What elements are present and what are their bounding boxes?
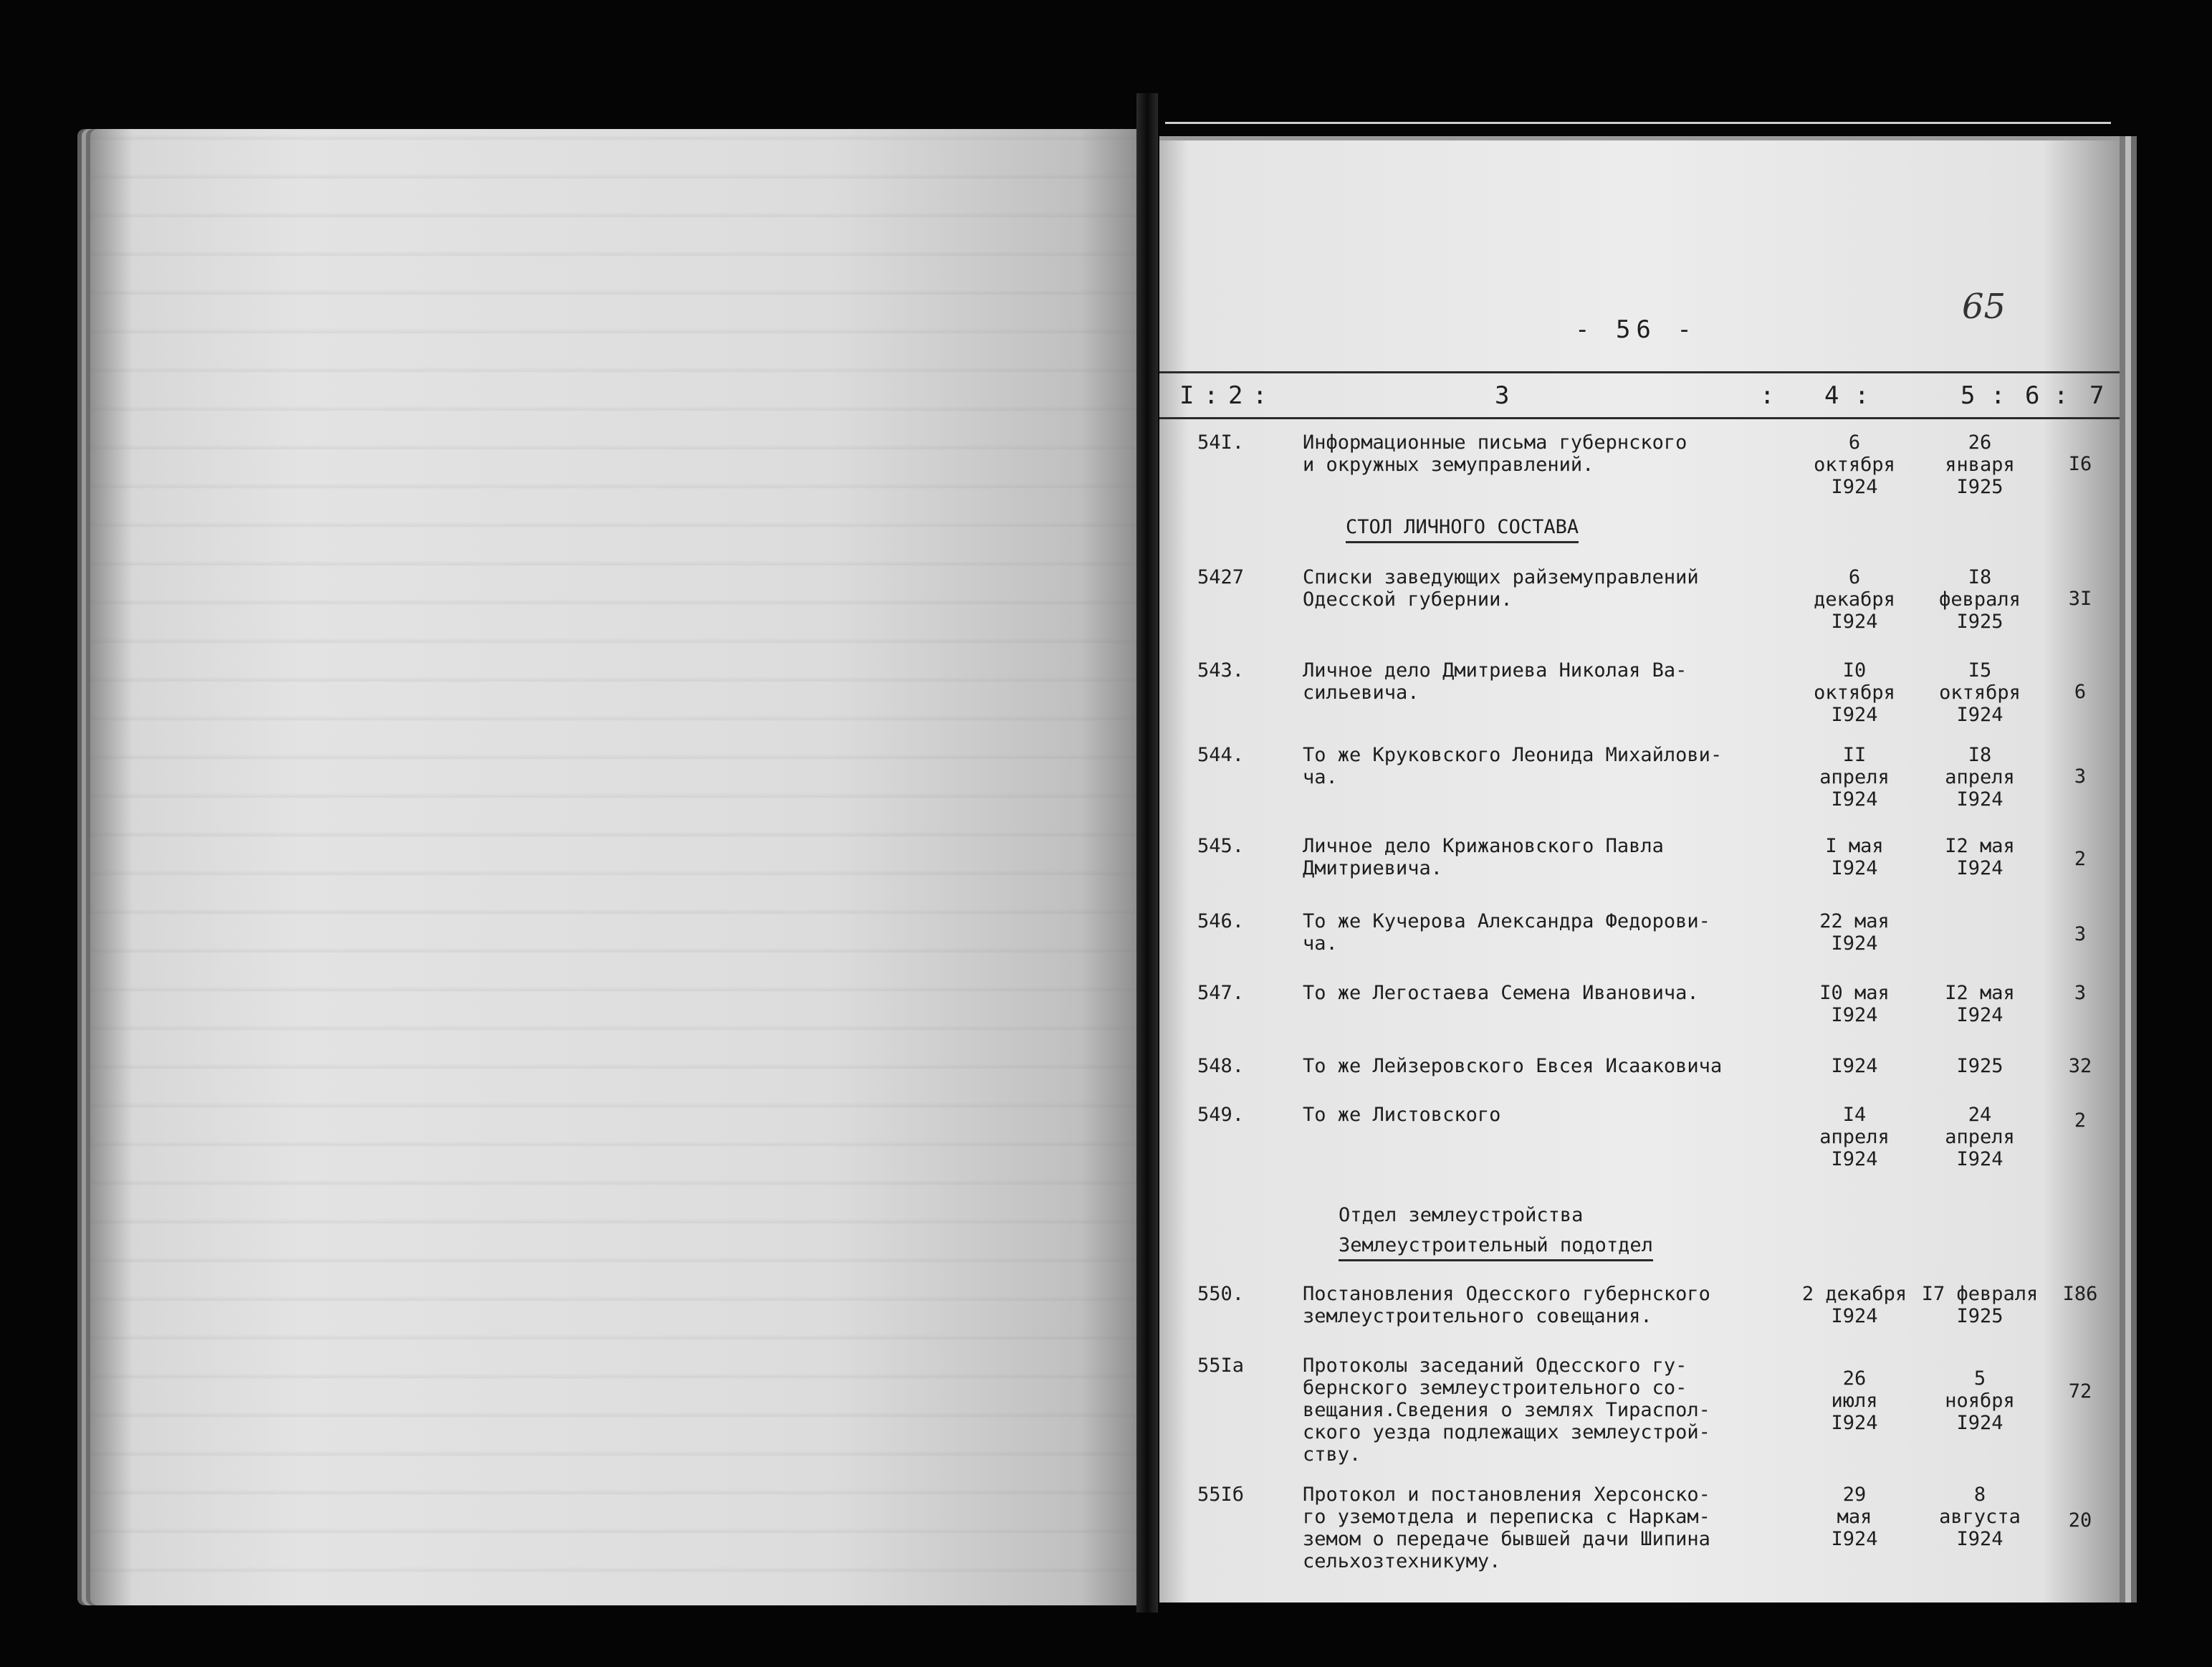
case-number: 55Iб <box>1197 1484 1244 1506</box>
column-4: 4 <box>1824 381 1839 410</box>
case-description: То же Лейзеровского Евсея Исааковича <box>1303 1055 1723 1077</box>
sheet-count: 3 <box>2074 982 2087 1004</box>
end-date: I5 октября I924 <box>1939 659 2021 726</box>
case-number: 548. <box>1197 1055 1244 1077</box>
case-number: 549. <box>1197 1104 1244 1126</box>
case-number: 5427 <box>1197 566 1244 588</box>
sheet-count: 2 <box>2074 1109 2087 1132</box>
case-description: То же Легостаева Семена Ивановича. <box>1303 982 1699 1004</box>
start-date: 6 октября I924 <box>1814 431 1895 498</box>
section-heading: СТОЛ ЛИЧНОГО СОСТАВА <box>1346 516 1579 543</box>
right-page-content <box>1159 136 2120 1598</box>
case-description: То же Круковского Леонида Михайлови- ча. <box>1303 744 1723 788</box>
sheet-count: 20 <box>2068 1509 2092 1532</box>
case-description: Протоколы заседаний Одесского гу- бернского землеустроительного со- вещания.Сведения о землях Тираспол- ского уезда подлежащих землеустрой- ству. <box>1303 1355 1710 1466</box>
sheet-count: I86 <box>2062 1283 2098 1305</box>
section-heading: Отдел землеустройства <box>1339 1204 1584 1226</box>
header-rule-top <box>1159 371 2120 373</box>
case-description: Информационные письма губернского и окружных земуправлений. <box>1303 431 1687 476</box>
column-2: 2 <box>1228 381 1243 410</box>
sheet-count: 2 <box>2074 848 2087 870</box>
case-number: 546. <box>1197 910 1244 932</box>
start-date: I мая I924 <box>1825 835 1884 879</box>
sheet-count: I6 <box>2068 453 2092 475</box>
end-date: 24 апреля I924 <box>1945 1104 2015 1170</box>
case-number: 54I. <box>1197 431 1244 454</box>
start-date: I0 октября I924 <box>1814 659 1895 726</box>
case-number: 55Iа <box>1197 1355 1244 1377</box>
end-date: I2 мая I924 <box>1945 982 2015 1026</box>
case-description: То же Листовского <box>1303 1104 1501 1126</box>
end-date: I8 апреля I924 <box>1945 744 2015 811</box>
subsection-heading: Землеустроительный подотдел <box>1339 1234 1653 1261</box>
end-date: 5 ноября I924 <box>1945 1367 2015 1434</box>
page-number: - 56 - <box>1575 315 1698 344</box>
case-description: Списки заведующих райземуправлений Одесской губернии. <box>1303 566 1699 611</box>
case-number: 544. <box>1197 744 1244 766</box>
start-date: I0 мая I924 <box>1819 982 1890 1026</box>
bleed-through-texture <box>90 129 1144 1605</box>
column-5: 5 <box>1960 381 1976 410</box>
left-page-blank <box>90 129 1144 1605</box>
column-1: I <box>1179 381 1194 410</box>
case-description: То же Кучерова Александра Федорови- ча. <box>1303 910 1710 955</box>
sheet-count: 3I <box>2068 588 2092 610</box>
column-6: 6 <box>2025 381 2040 410</box>
end-date: I925 <box>1956 1055 2003 1077</box>
column-7: 7 <box>2089 381 2105 410</box>
case-description: Постановления Одесского губернского землеустроительного совещания. <box>1303 1283 1710 1327</box>
start-date: I4 апреля I924 <box>1819 1104 1890 1170</box>
start-date: II апреля I924 <box>1819 744 1890 811</box>
start-date: 22 мая I924 <box>1819 910 1890 955</box>
start-date: 29 мая I924 <box>1831 1484 1878 1550</box>
end-date: I7 февраля I925 <box>1921 1283 2039 1327</box>
sheet-count: 32 <box>2068 1055 2092 1077</box>
case-number: 547. <box>1197 982 1244 1004</box>
start-date: I924 <box>1831 1055 1878 1077</box>
end-date: I8 февраля I925 <box>1939 566 2021 633</box>
sheet-count: 3 <box>2074 923 2087 945</box>
start-date: 2 декабря I924 <box>1801 1283 1907 1327</box>
open-archive-book <box>69 86 2125 1613</box>
case-number: 550. <box>1197 1283 1244 1305</box>
case-description: Личное дело Крижановского Павла Дмитриевича. <box>1303 835 1664 879</box>
start-date: 6 декабря I924 <box>1814 566 1895 633</box>
case-number: 545. <box>1197 835 1244 857</box>
case-description: Личное дело Дмитриева Николая Ва- сильевича. <box>1303 659 1687 704</box>
column-3: 3 <box>1495 381 1510 410</box>
start-date: 26 июля I924 <box>1831 1367 1878 1434</box>
header-rule-bottom <box>1159 417 2120 419</box>
end-date: 26 января I925 <box>1945 431 2015 498</box>
folio-number: 65 <box>1962 287 2006 327</box>
case-description: Протокол и постановления Херсонско- го уземотдела и переписка с Наркам- земом о передаче бывшей дачи Шипина сельхозтехникуму. <box>1303 1484 1710 1572</box>
column-header-row: I : 2 : 3 : 4 : 5 : 6 : 7 <box>1179 381 2105 410</box>
sheet-count: 6 <box>2074 681 2087 703</box>
sheet-count: 72 <box>2068 1380 2092 1403</box>
book-gutter <box>1136 93 1158 1613</box>
end-date: I2 мая I924 <box>1945 835 2015 879</box>
end-date: 8 августа I924 <box>1939 1484 2021 1550</box>
case-number: 543. <box>1197 659 1244 682</box>
sheet-count: 3 <box>2074 765 2087 788</box>
